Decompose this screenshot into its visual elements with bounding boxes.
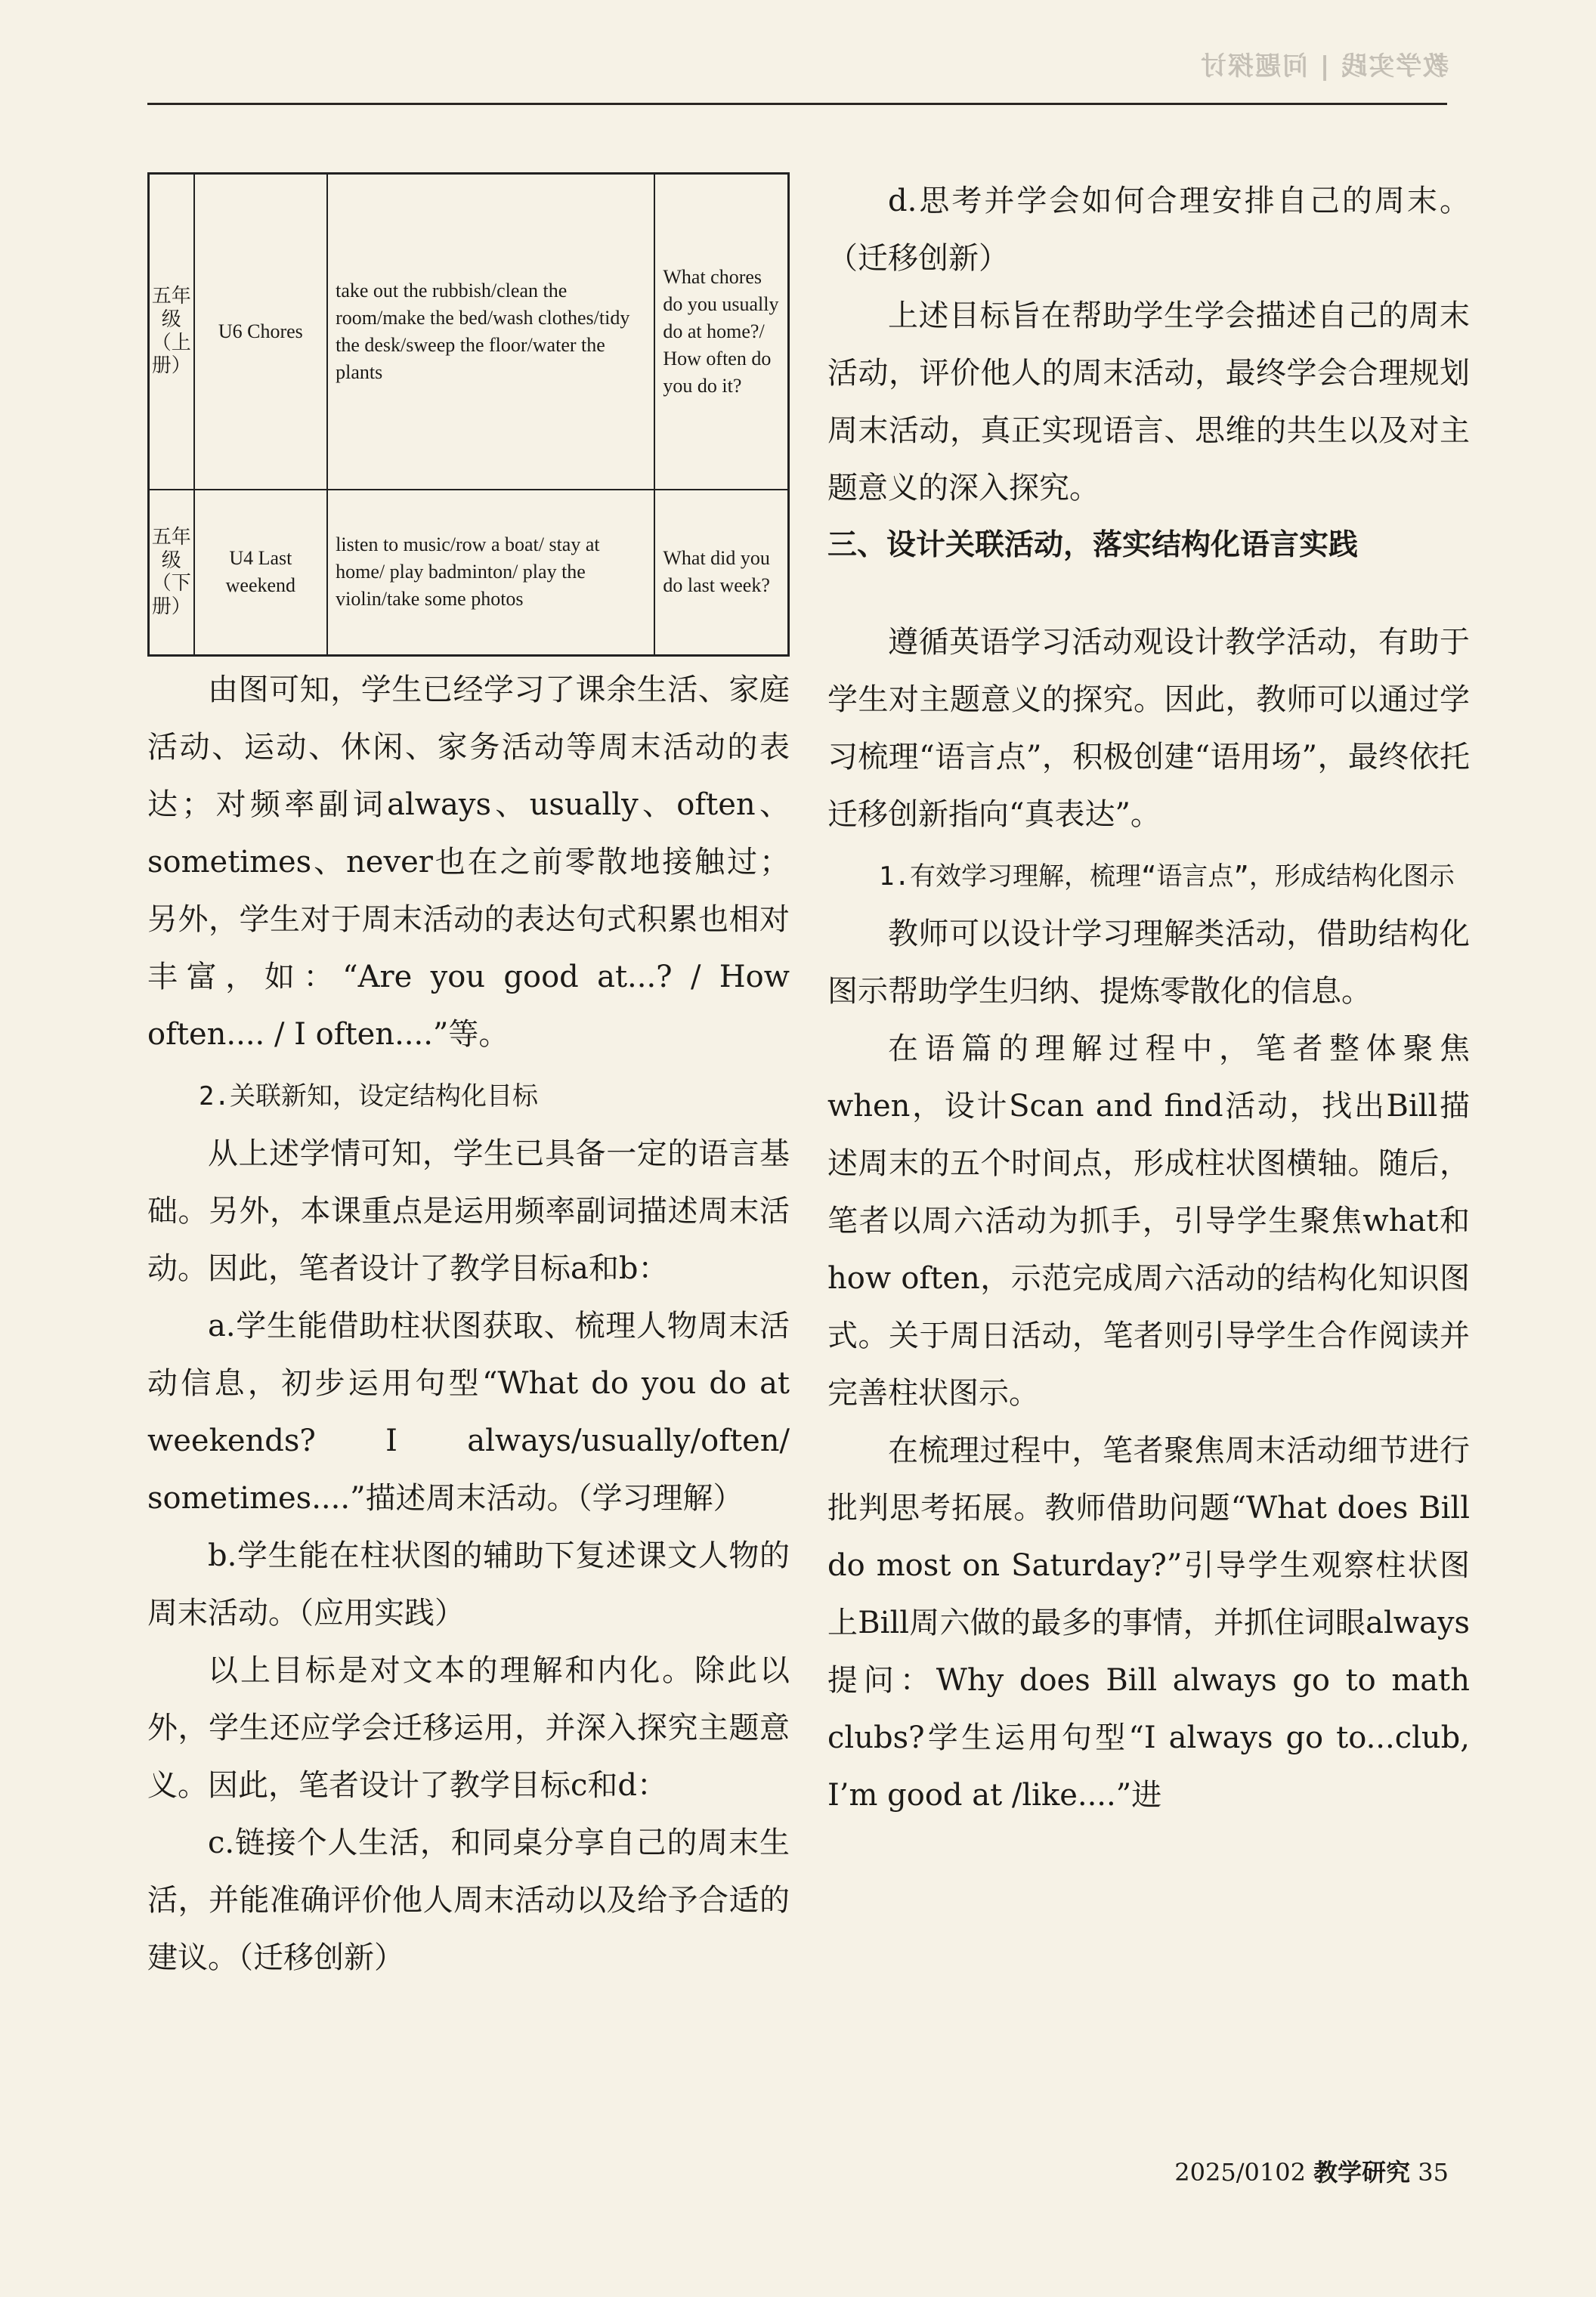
header-rule (147, 103, 1447, 105)
journal-name: 教学研究 (1313, 2158, 1411, 2187)
body-paragraph: 遵循英语学习活动观设计教学活动，有助于学生对主题意义的探究。因此，教师可以通过学习梳理“语言点”，积极创建“语用场”，最终依托迁移创新指向“真表达”。 (827, 625, 1470, 832)
unit-cell: U4 Last weekend (194, 490, 328, 656)
grade-cell: 五年级（上册） (149, 174, 194, 490)
body-paragraph: b.学生能在柱状图的辅助下复述课文人物的周末活动。（应用实践） (147, 1538, 790, 1631)
body-paragraph: 由图可知，学生已经学习了课余生活、家庭活动、运动、休闲、家务活动等周末活动的表达；对频率副词always、usually、often、sometimes、never也在之前零散地接触过；另外，学生对于周末活动的表达句式积累也相对丰富，如：“Are you good at...? / How often.... / I often....”等。 (147, 672, 790, 1052)
body-paragraph: 上述目标旨在帮助学生学会描述自己的周末活动，评价他人的周末活动，最终学会合理规划周末活动，真正实现语言、思维的共生以及对主题意义的深入探究。 (827, 298, 1470, 505)
section-heading: 三、设计关联活动，落实结构化语言实践 (827, 528, 1359, 562)
section-tag: 教学实践 | 问题探讨 (1199, 51, 1449, 82)
page-number: 35 (1418, 2158, 1449, 2187)
body-paragraph: 在语篇的理解过程中，笔者整体聚焦when，设计Scan and find活动，找出Bill描述周末的五个时间点，形成柱状图横轴。随后，笔者以周六活动为抓手，引导学生聚焦what和how often，示范完成周六活动的结构化知识图式。关于周日活动，笔者则引导学生合作阅读并完善柱状图示。 (827, 1031, 1470, 1411)
question-cell: What did you do last week? (654, 490, 788, 656)
activities-cell: take out the rubbish/clean the room/make the bed/wash clothes/tidy the desk/sweep the floor/water the plants (327, 174, 654, 490)
page-header (0, 14, 1596, 104)
subheading: 2.关联新知，设定结构化目标 (199, 1081, 538, 1111)
unit-table (147, 172, 790, 657)
issue-number: 2025/0102 (1174, 2158, 1306, 2187)
right-column (827, 172, 1470, 1824)
table-row (149, 490, 789, 656)
table-row (149, 174, 789, 490)
body-paragraph: 在梳理过程中，笔者聚焦周末活动细节进行批判思考拓展。教师借助问题“What does Bill do most on Saturday?”引导学生观察柱状图上Bill周六做的最多的事情，并抓住词眼always提问：Why does Bill always go to math clubs?学生运用句型“I always go to...club, I’m good at /like....”进 (827, 1433, 1470, 1813)
question-cell: What chores do you usually do at home?/ How often do you do it? (654, 174, 788, 490)
grade-cell: 五年级（下册） (149, 490, 194, 656)
body-paragraph: c.链接个人生活，和同桌分享自己的周末生活，并能准确评价他人周末活动以及给予合适的建议。（迁移创新） (147, 1826, 790, 1975)
body-paragraph: d.思考并学会如何合理安排自己的周末。（迁移创新） (827, 184, 1470, 276)
activities-cell: listen to music/row a boat/ stay at home/ play badminton/ play the violin/take some photos (327, 490, 654, 656)
subheading: 1.有效学习理解，梳理“语言点”，形成结构化图示 (879, 861, 1455, 892)
body-paragraph: 教师可以设计学习理解类活动，借助结构化图示帮助学生归纳、提炼零散化的信息。 (827, 917, 1470, 1009)
body-paragraph: 从上述学情可知，学生已具备一定的语言基础。另外，本课重点是运用频率副词描述周末活动。因此，笔者设计了教学目标a和b： (147, 1136, 790, 1286)
page-footer (1174, 2153, 1449, 2188)
body-paragraph: a.学生能借助柱状图获取、梳理人物周末活动信息，初步运用句型“What do you do at weekends? I always/usually/often/ sometimes....”描述周末活动。（学习理解） (147, 1309, 790, 1516)
left-column (147, 172, 790, 1986)
unit-cell: U6 Chores (194, 174, 328, 490)
body-paragraph: 以上目标是对文本的理解和内化。除此以外，学生还应学会迁移运用，并深入探究主题意义。因此，笔者设计了教学目标c和d： (147, 1653, 790, 1803)
